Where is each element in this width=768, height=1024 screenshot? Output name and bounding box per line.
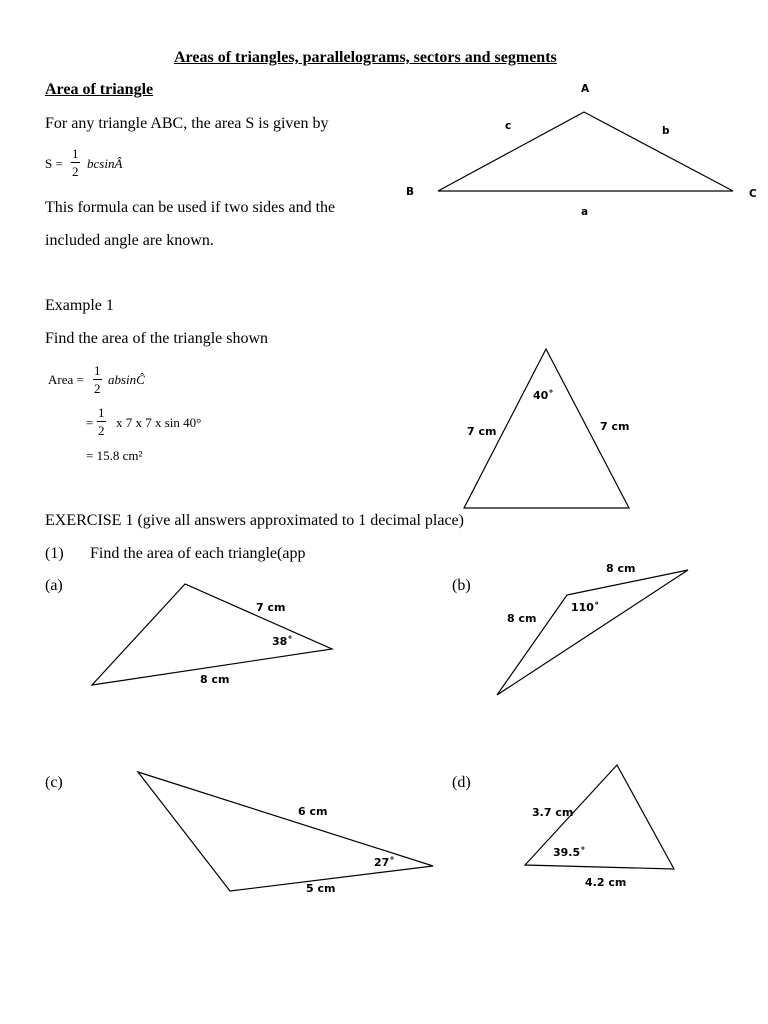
section-heading: Area of triangle: [45, 81, 154, 98]
question-number: (1): [45, 545, 64, 562]
part-a-angle-label: 38˚: [272, 635, 293, 648]
example-heading: Example 1: [45, 297, 114, 314]
step2-numerator: 1: [98, 405, 105, 420]
formula-rhs: bcsinÂ: [87, 156, 123, 171]
exercise-a-triangle-shape: [92, 584, 332, 685]
part-c-side-label: 5 cm: [306, 882, 336, 895]
step2-rhs: x 7 x 7 x sin 40°: [116, 415, 202, 430]
vertex-label-c: C: [749, 188, 757, 200]
intro-line: included angle are known.: [45, 232, 214, 249]
side-label-a: a: [581, 206, 589, 218]
formula-numerator: 1: [72, 146, 79, 161]
example1-angle-label: 40˚: [533, 389, 554, 402]
step2-denominator: 2: [98, 423, 105, 438]
step2-lhs: =: [86, 415, 94, 430]
exercise-heading: EXERCISE 1 (give all answers approximated to 1 decimal place): [45, 512, 464, 529]
part-d-label: (d): [452, 774, 471, 791]
part-b-angle-label: 110˚: [571, 601, 600, 614]
step1-denominator: 2: [94, 381, 101, 396]
part-b-side-label: 8 cm: [606, 562, 636, 575]
formula-lhs: S =: [45, 156, 63, 171]
step1-rhs: absinĈ: [108, 372, 145, 387]
part-c-label: (c): [45, 774, 63, 791]
formula-denominator: 2: [72, 164, 79, 179]
part-c-angle-label: 27˚: [374, 856, 395, 869]
part-a-side-label: 7 cm: [256, 601, 286, 614]
part-a-label: (a): [45, 577, 63, 594]
part-a-side-label: 8 cm: [200, 673, 230, 686]
step1-numerator: 1: [94, 363, 101, 378]
example1-left-side-label: 7 cm: [467, 425, 497, 438]
intro-line: For any triangle ABC, the area S is given by: [45, 115, 329, 132]
side-label-b: b: [662, 125, 670, 137]
intro-line: This formula can be used if two sides and the: [45, 199, 336, 216]
step2-fraction: [97, 406, 106, 437]
example1-right-side-label: 7 cm: [600, 420, 630, 433]
part-b-side-label: 8 cm: [507, 612, 537, 625]
exercise-c-triangle-shape: [138, 772, 433, 891]
step1-lhs: Area =: [48, 372, 84, 387]
vertex-label-a: A: [581, 83, 590, 95]
vertex-label-b: B: [406, 186, 415, 198]
part-c-side-label: 6 cm: [298, 805, 328, 818]
example-prompt: Find the area of the triangle shown: [45, 330, 269, 347]
part-d-side-label: 4.2 cm: [585, 876, 627, 889]
side-label-c: c: [505, 120, 512, 132]
part-d-angle-label: 39.5˚: [553, 846, 586, 859]
step3: = 15.8 cm²: [86, 448, 143, 463]
exercise-b-triangle-shape: [497, 570, 688, 695]
part-d-side-label: 3.7 cm: [532, 806, 574, 819]
question-text: Find the area of each triangle(app: [90, 545, 306, 562]
page-title: Areas of triangles, parallelograms, sectors and segments: [174, 49, 557, 66]
step1-fraction: [93, 364, 102, 395]
part-b-label: (b): [452, 577, 471, 594]
triangle-abc-shape: [438, 112, 733, 191]
